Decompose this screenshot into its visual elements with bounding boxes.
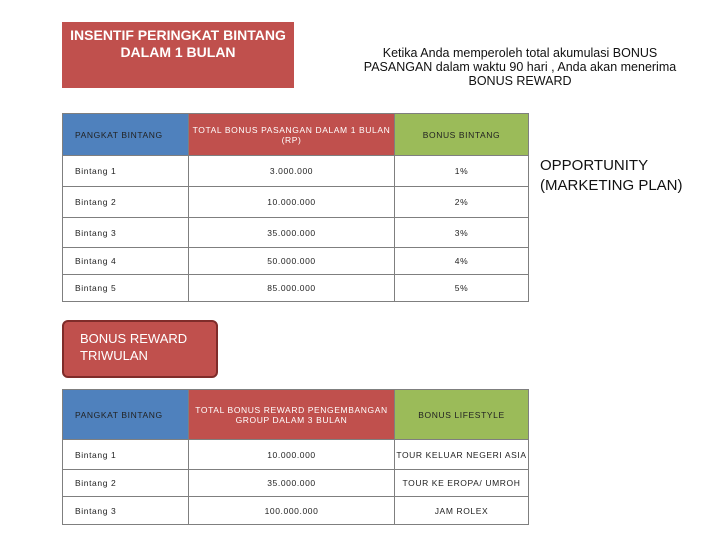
intro-line-3: BONUS REWARD <box>468 74 572 88</box>
reward-line-1: BONUS REWARD <box>80 331 188 346</box>
intro-line-1: Ketika Anda memperoleh total akumulasi BONUS <box>382 46 658 60</box>
rank-cell: Bintang 5 <box>63 275 189 302</box>
table-row <box>63 156 529 187</box>
bonus-cell: JAM ROLEX <box>395 497 529 525</box>
opportunity-line-1: OPPORTUNITY <box>540 157 649 174</box>
header-bonus: BONUS LIFESTYLE <box>395 390 529 440</box>
header-rank: PANGKAT BINTANG <box>63 114 189 156</box>
total-cell: 35.000.000 <box>189 470 395 497</box>
header-total: TOTAL BONUS PASANGAN DALAM 1 BULAN (RP) <box>189 114 395 156</box>
bonus-cell: 4% <box>395 248 529 275</box>
table-row <box>63 187 529 218</box>
star-bonus-table <box>62 113 529 302</box>
reward-line-2: TRIWULAN <box>80 348 148 363</box>
bonus-cell: 2% <box>395 187 529 218</box>
reward-table <box>62 389 529 525</box>
header-rank: PANGKAT BINTANG <box>63 390 189 440</box>
table-header-row <box>63 390 529 440</box>
opportunity-line-2: (MARKETING PLAN) <box>540 177 683 194</box>
intro-text <box>352 46 688 88</box>
total-cell: 50.000.000 <box>189 248 395 275</box>
bonus-cell: 1% <box>395 156 529 187</box>
bonus-cell: TOUR KE EROPA/ UMROH <box>395 470 529 497</box>
total-cell: 35.000.000 <box>189 218 395 248</box>
rank-cell: Bintang 3 <box>63 497 189 525</box>
bonus-cell: 5% <box>395 275 529 302</box>
rank-cell: Bintang 3 <box>63 218 189 248</box>
title-banner <box>62 22 294 88</box>
rank-cell: Bintang 4 <box>63 248 189 275</box>
rank-cell: Bintang 2 <box>63 187 189 218</box>
rank-cell: Bintang 1 <box>63 156 189 187</box>
total-cell: 10.000.000 <box>189 440 395 470</box>
table-row <box>63 218 529 248</box>
header-total: TOTAL BONUS REWARD PENGEMBANGAN GROUP DALAM 3 BULAN <box>189 390 395 440</box>
table-row <box>63 440 529 470</box>
title-line-2: DALAM 1 BULAN <box>120 44 236 60</box>
total-cell: 85.000.000 <box>189 275 395 302</box>
table-row <box>63 497 529 525</box>
header-bonus: BONUS BINTANG <box>395 114 529 156</box>
rank-cell: Bintang 2 <box>63 470 189 497</box>
total-cell: 10.000.000 <box>189 187 395 218</box>
bonus-reward-label <box>62 320 218 378</box>
table-header-row <box>63 114 529 156</box>
opportunity-heading <box>540 156 710 196</box>
table-row <box>63 470 529 497</box>
total-cell: 3.000.000 <box>189 156 395 187</box>
table-row <box>63 248 529 275</box>
total-cell: 100.000.000 <box>189 497 395 525</box>
bonus-cell: TOUR KELUAR NEGERI ASIA <box>395 440 529 470</box>
bonus-cell: 3% <box>395 218 529 248</box>
rank-cell: Bintang 1 <box>63 440 189 470</box>
table-row <box>63 275 529 302</box>
title-line-1: INSENTIF PERINGKAT BINTANG <box>70 27 286 43</box>
intro-line-2: PASANGAN dalam waktu 90 hari , Anda akan menerima <box>363 60 677 74</box>
